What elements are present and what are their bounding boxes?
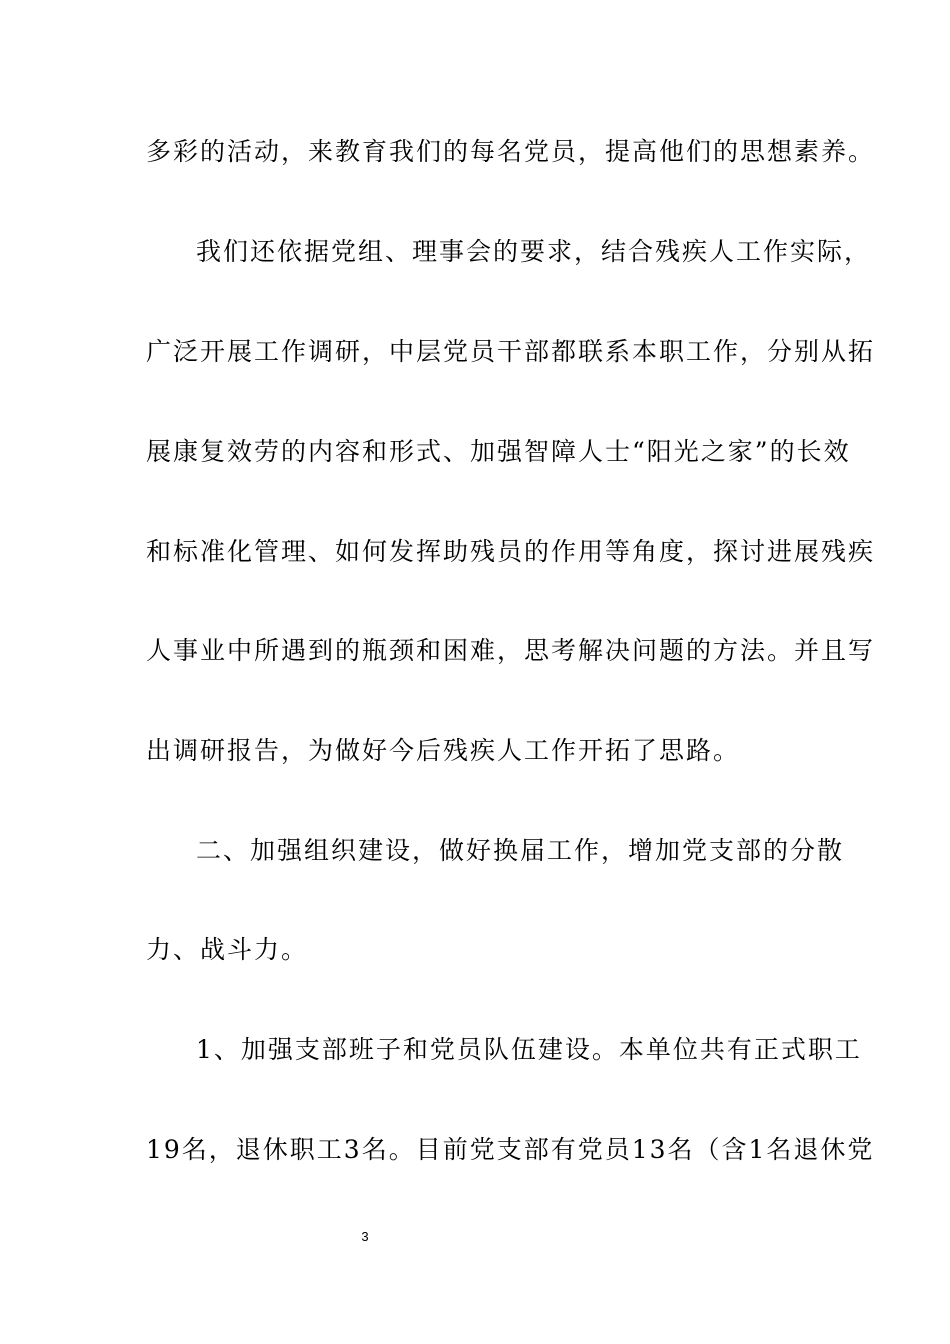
text-line-6: 人事业中所遇到的瓶颈和困难，思考解决问题的方法。并且写: [146, 636, 876, 665]
text-line-10: 1、加强支部班子和党员队伍建设。本单位共有正式职工: [196, 1035, 862, 1064]
text-line-1: 多彩的活动，来教育我们的每名党员，提高他们的思想素养。: [146, 137, 876, 166]
text-line-7: 出调研报告，为做好今后残疾人工作开拓了思路。: [146, 736, 741, 765]
section-heading-continued: 力、战斗力。: [146, 935, 309, 964]
text-line-3: 广泛开展工作调研，中层党员干部都联系本职工作，分别从拓: [146, 337, 876, 366]
page-number: 3: [361, 1229, 369, 1244]
section-heading: 二、加强组织建设，做好换届工作，增加党支部的分散: [196, 836, 845, 865]
text-line-5: 和标准化管理、如何发挥助残员的作用等角度，探讨进展残疾: [146, 537, 876, 566]
text-line-2: 我们还依据党组、理事会的要求，结合残疾人工作实际，: [196, 237, 872, 266]
text-line-11: 19名，退休职工3名。目前党支部有党员13名（含1名退休党: [146, 1135, 875, 1164]
text-line-4: 展康复效劳的内容和形式、加强智障人士“阳光之家”的长效: [146, 437, 851, 466]
